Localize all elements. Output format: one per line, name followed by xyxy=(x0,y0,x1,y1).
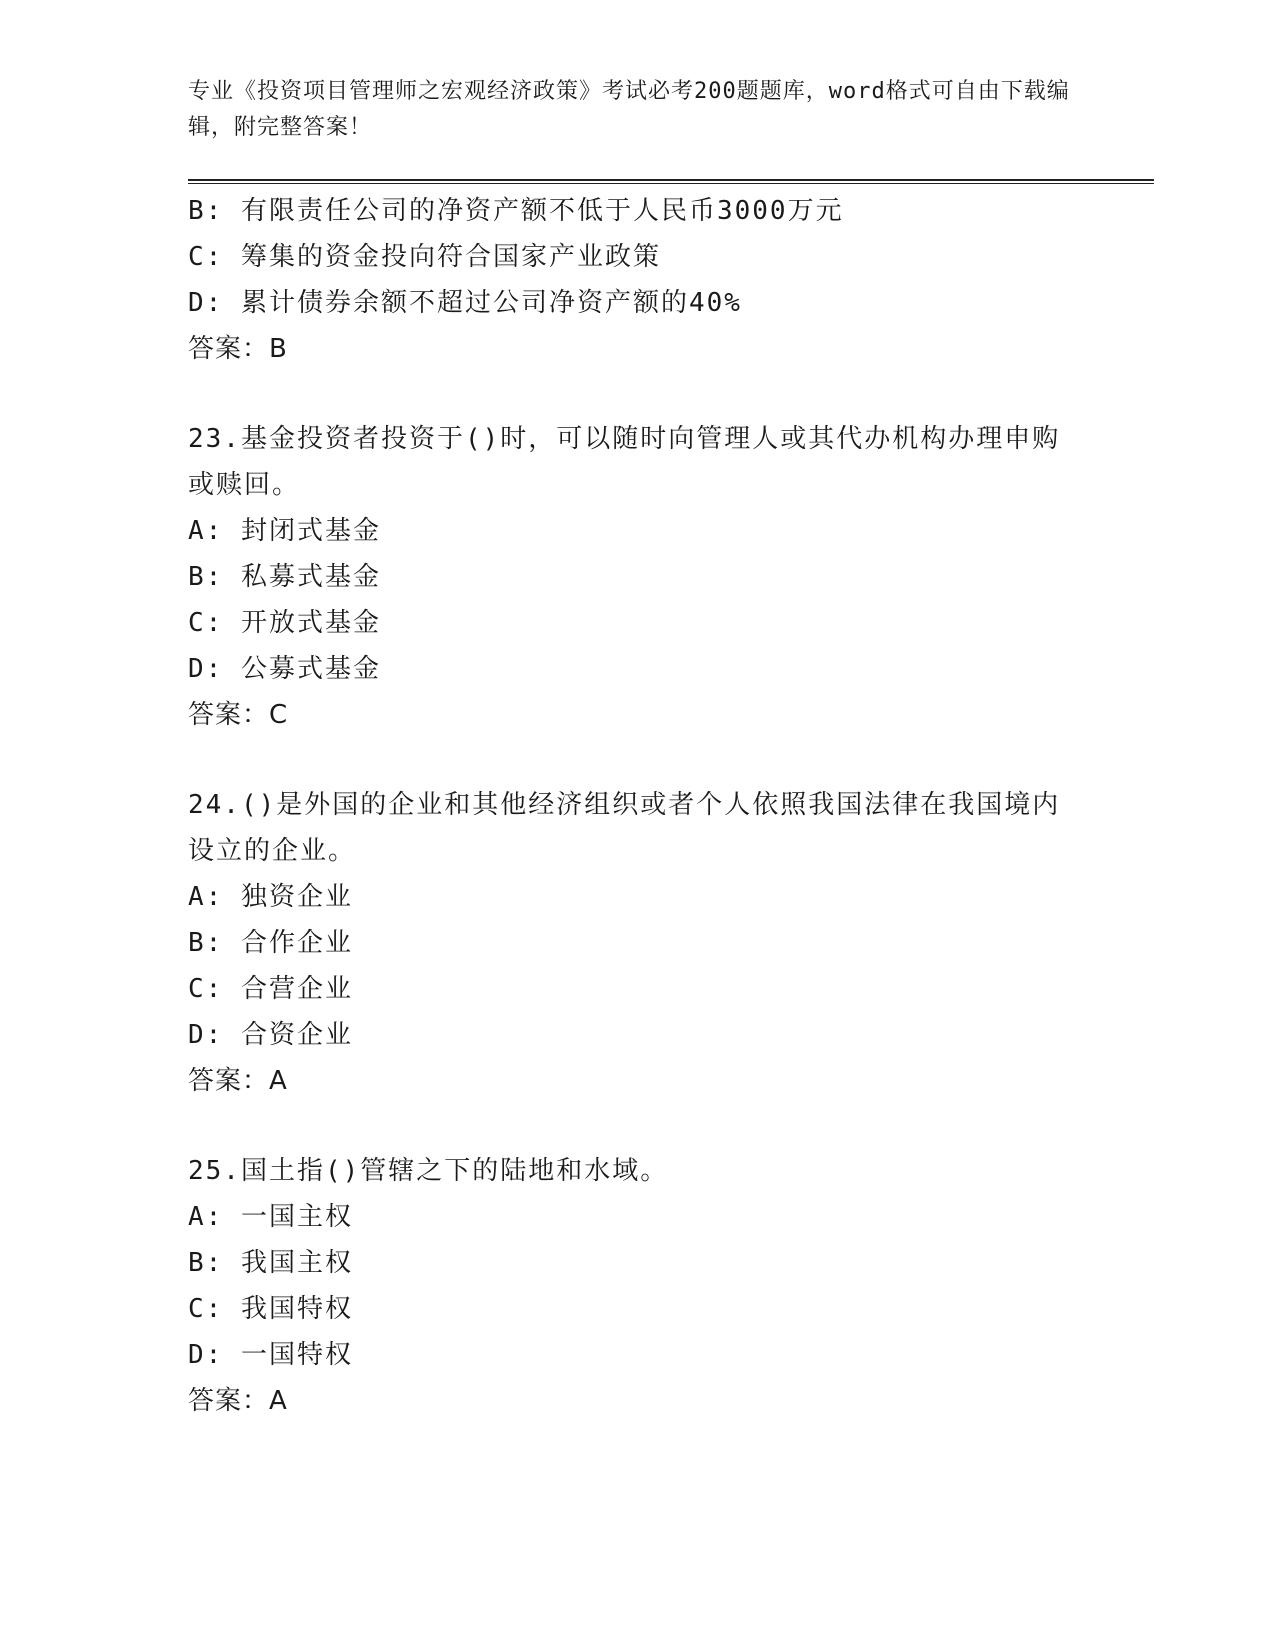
header-divider xyxy=(188,179,1154,185)
option-text: 合资企业 xyxy=(240,1020,353,1050)
option-label: D: xyxy=(188,1340,224,1370)
option-c xyxy=(188,966,1088,1012)
option-text: 公募式基金 xyxy=(240,654,381,684)
option-label: C: xyxy=(188,608,224,638)
option-d xyxy=(188,1332,1088,1378)
option-label: B: xyxy=(188,196,224,226)
question-stem: 23.基金投资者投资于()时，可以随时向管理人或其代办机构办理申购或赎回。 xyxy=(188,424,1061,500)
answer-line: 答案：C xyxy=(188,700,289,730)
option-c xyxy=(188,234,1088,280)
question-stem: 25.国土指()管辖之下的陆地和水域。 xyxy=(188,1156,669,1186)
option-label: C: xyxy=(188,974,224,1004)
option-text: 有限责任公司的净资产额不低于人民币3000万元 xyxy=(240,196,844,226)
option-label: B: xyxy=(188,928,224,958)
option-b xyxy=(188,188,1088,234)
option-label: D: xyxy=(188,288,224,318)
question-list xyxy=(188,188,1088,1424)
question-25 xyxy=(188,1148,1088,1424)
option-a xyxy=(188,874,1088,920)
option-text: 累计债券余额不超过公司净资产额的40% xyxy=(240,288,742,318)
answer-line: 答案：B xyxy=(188,334,288,364)
option-c xyxy=(188,1286,1088,1332)
option-b xyxy=(188,920,1088,966)
option-text: 合作企业 xyxy=(240,928,353,958)
answer-line: 答案：A xyxy=(188,1386,288,1416)
option-label: A: xyxy=(188,1202,224,1232)
header-title: 专业《投资项目管理师之宏观经济政策》考试必考200题题库，word格式可自由下载编辑，附完整答案！ xyxy=(188,79,1070,140)
option-text: 私募式基金 xyxy=(240,562,381,592)
option-a xyxy=(188,1194,1088,1240)
option-label: A: xyxy=(188,516,224,546)
option-a xyxy=(188,508,1088,554)
option-text: 我国特权 xyxy=(240,1294,353,1324)
option-text: 封闭式基金 xyxy=(240,516,381,546)
option-d xyxy=(188,280,1088,326)
option-d xyxy=(188,1012,1088,1058)
answer-line: 答案：A xyxy=(188,1066,288,1096)
spacer xyxy=(188,372,1088,416)
option-label: D: xyxy=(188,654,224,684)
question-22-partial xyxy=(188,188,1088,372)
question-stem: 24.()是外国的企业和其他经济组织或者个人依照我国法律在我国境内设立的企业。 xyxy=(188,790,1061,866)
option-text: 一国特权 xyxy=(240,1340,353,1370)
divider-thin-line xyxy=(188,183,1154,184)
option-label: A: xyxy=(188,882,224,912)
option-text: 独资企业 xyxy=(240,882,353,912)
option-label: B: xyxy=(188,562,224,592)
option-label: C: xyxy=(188,1294,224,1324)
option-text: 我国主权 xyxy=(240,1248,353,1278)
option-text: 一国主权 xyxy=(240,1202,353,1232)
option-b xyxy=(188,1240,1088,1286)
option-text: 合营企业 xyxy=(240,974,353,1004)
question-23 xyxy=(188,416,1088,738)
option-label: B: xyxy=(188,1248,224,1278)
option-text: 筹集的资金投向符合国家产业政策 xyxy=(240,242,661,272)
divider-thick-line xyxy=(188,179,1154,181)
option-c xyxy=(188,600,1088,646)
option-d xyxy=(188,646,1088,692)
option-b xyxy=(188,554,1088,600)
question-24 xyxy=(188,782,1088,1104)
option-text: 开放式基金 xyxy=(240,608,381,638)
option-label: C: xyxy=(188,242,224,272)
option-label: D: xyxy=(188,1020,224,1050)
spacer xyxy=(188,1104,1088,1148)
spacer xyxy=(188,738,1088,782)
